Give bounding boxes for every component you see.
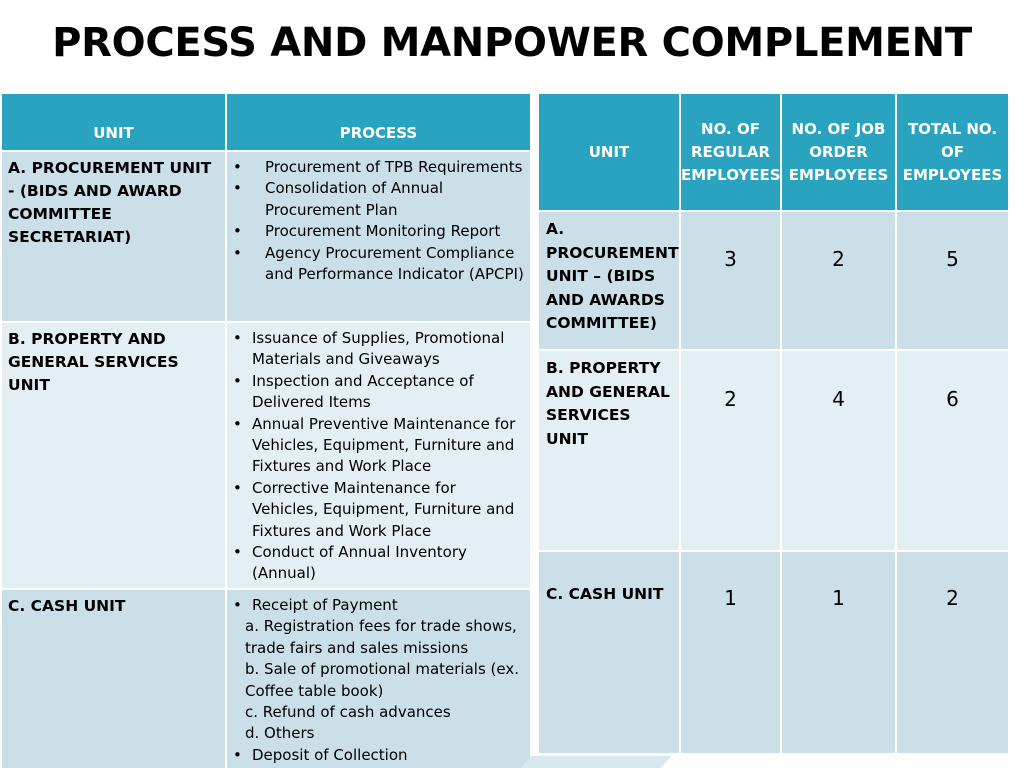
regular-employees-header: NO. OF REGULAR EMPLOYEES: [680, 93, 781, 211]
total-count: 6: [896, 350, 1009, 551]
sub-item: b. Sale of promotional materials (ex. Coffee table book): [245, 660, 519, 700]
list-item: • Corrective Maintenance for Vehicles, Equipment, Furniture and Fixtures and Work Place: [233, 478, 524, 542]
list-item: • Annual Preventive Maintenance for Vehicles, Equipment, Furniture and Fixtures and Work Place: [233, 414, 524, 478]
total-employees-header: TOTAL NO. OF EMPLOYEES: [896, 93, 1009, 211]
process-list: [233, 745, 524, 766]
regular-count: 2: [680, 350, 781, 551]
table-row: [1, 151, 531, 322]
regular-count: 3: [680, 211, 781, 350]
decorative-stripe: [521, 756, 671, 768]
job-order-count: 2: [781, 211, 896, 350]
unit-name-cash: C. CASH UNIT: [538, 551, 680, 754]
page-title: PROCESS AND MANPOWER COMPLEMENT: [52, 20, 972, 66]
sub-item: d. Others: [245, 724, 315, 743]
list-item: • Receipt of Payment: [233, 595, 524, 616]
unit-name-procurement: A. PROCUREMENT UNIT - (BIDS AND AWARD COMMITTEE SECRETARIAT): [1, 151, 226, 322]
process-list: [233, 328, 524, 585]
unit-name-cash: C. CASH UNIT: [1, 589, 226, 768]
list-item: • Deposit of Collection: [233, 745, 524, 766]
process-column-header: PROCESS: [226, 93, 531, 151]
list-item: • Inspection and Acceptance of Delivered Items: [233, 371, 524, 414]
total-count: 5: [896, 211, 1009, 350]
process-list: [233, 157, 524, 285]
process-list-property: [226, 322, 531, 589]
job-order-employees-header: NO. OF JOB ORDER EMPLOYEES: [781, 93, 896, 211]
list-item: • Procurement Monitoring Report: [233, 221, 524, 242]
table-row: [538, 350, 1009, 551]
sub-item: a. Registration fees for trade shows, trade fairs and sales missions: [245, 617, 517, 657]
sub-item: c. Refund of cash advances: [245, 703, 451, 722]
table-row: [538, 211, 1009, 350]
regular-count: 1: [680, 551, 781, 754]
list-item: • Consolidation of Annual Procurement Plan: [233, 178, 524, 221]
unit-name-property: B. PROPERTY AND GENERAL SERVICES UNIT: [538, 350, 680, 551]
table-row: [538, 551, 1009, 754]
list-item: • Conduct of Annual Inventory (Annual): [233, 542, 524, 585]
total-count: 2: [896, 551, 1009, 754]
list-item: • Procurement of TPB Requirements: [233, 157, 524, 178]
unit-column-header: UNIT: [1, 93, 226, 151]
manpower-table: [537, 92, 1010, 755]
job-order-count: 4: [781, 350, 896, 551]
job-order-count: 1: [781, 551, 896, 754]
list-item: • Agency Procurement Compliance and Performance Indicator (APCPI): [233, 243, 524, 286]
unit-name-procurement: A. PROCUREMENT UNIT – (BIDS AND AWARDS COMMITTEE): [538, 211, 680, 350]
unit-name-property: B. PROPERTY AND GENERAL SERVICES UNIT: [1, 322, 226, 589]
list-item: • Issuance of Supplies, Promotional Materials and Giveaways: [233, 328, 524, 371]
process-list-procurement: [226, 151, 531, 322]
unit-column-header: UNIT: [538, 93, 680, 211]
table-row: [1, 589, 531, 768]
process-table-header-row: [1, 93, 531, 151]
table-row: [1, 322, 531, 589]
process-list: [233, 595, 524, 616]
process-table: [0, 92, 532, 768]
process-list-cash: [226, 589, 531, 768]
manpower-table-header-row: [538, 93, 1009, 211]
